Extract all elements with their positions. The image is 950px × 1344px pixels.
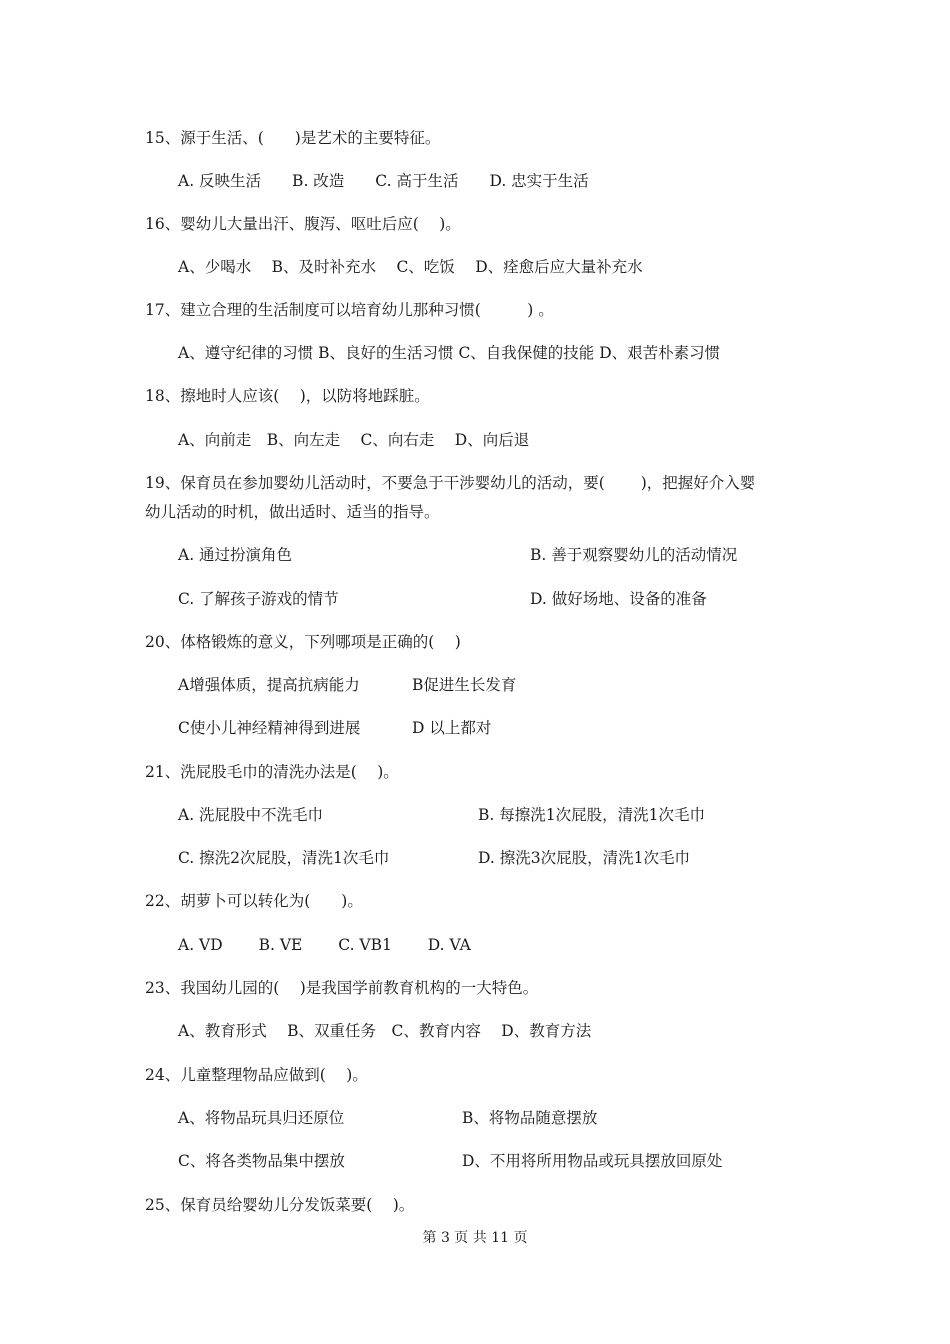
question-19-option-b: B. 善于观察婴幼儿的活动情况 xyxy=(530,546,738,564)
question-24-option-b: B、将物品随意摆放 xyxy=(462,1109,598,1127)
question-19-stem-line-1: 19、保育员在参加婴幼儿活动时，不要急于干涉婴幼儿的活动，要( )，把握好介入婴 xyxy=(145,474,756,492)
question-21-stem: 21、洗屁股毛巾的清洗办法是( )。 xyxy=(145,763,399,781)
question-19-option-d: D. 做好场地、设备的准备 xyxy=(530,590,707,608)
question-23-options: A、教育形式 B、双重任务 C、教育内容 D、教育方法 xyxy=(178,1022,592,1040)
question-24-stem: 24、儿童整理物品应做到( )。 xyxy=(145,1066,368,1084)
question-15-stem: 15、源于生活、( )是艺术的主要特征。 xyxy=(145,129,441,147)
question-21-option-c: C. 擦洗2次屁股，清洗1次毛巾 xyxy=(178,849,390,867)
question-19-stem-line-2: 幼儿活动的时机，做出适时、适当的指导。 xyxy=(145,503,440,521)
question-16-stem: 16、婴幼儿大量出汗、腹泻、呕吐后应( )。 xyxy=(145,215,461,233)
question-24-option-a: A、将物品玩具归还原位 xyxy=(178,1109,345,1127)
question-17-stem: 17、建立合理的生活制度可以培育幼儿那种习惯( ) 。 xyxy=(145,301,554,319)
question-24-option-d: D、不用将所用物品或玩具摆放回原处 xyxy=(462,1152,723,1170)
question-21-option-a: A. 洗屁股中不洗毛巾 xyxy=(178,806,324,824)
question-18-options: A、向前走 B、向左走 C、向右走 D、向后退 xyxy=(178,431,530,449)
question-18-stem: 18、擦地时人应该( )，以防将地踩脏。 xyxy=(145,387,430,405)
question-24-option-c: C、将各类物品集中摆放 xyxy=(178,1152,345,1170)
question-20-stem: 20、体格锻炼的意义，下列哪项是正确的( ) xyxy=(145,633,461,651)
question-21-option-d: D. 擦洗3次屁股，清洗1次毛巾 xyxy=(478,849,690,867)
question-22-options: A. VD B. VE C. VB1 D. VA xyxy=(178,936,471,954)
question-19-option-a: A. 通过扮演角色 xyxy=(178,546,293,564)
page-number-footer: 第 3 页 共 11 页 xyxy=(422,1230,528,1246)
question-25-stem: 25、保育员给婴幼儿分发饭菜要( )。 xyxy=(145,1196,415,1214)
question-20-option-d: D 以上都对 xyxy=(412,719,492,737)
question-21-option-b: B. 每擦洗1次屁股，清洗1次毛巾 xyxy=(478,806,705,824)
question-20-option-a: A增强体质，提高抗病能力 xyxy=(178,676,360,694)
question-22-stem: 22、胡萝卜可以转化为( )。 xyxy=(145,892,363,910)
question-15-options: A. 反映生活 B. 改造 C. 高于生活 D. 忠实于生活 xyxy=(178,172,589,190)
question-20-option-c: C使小儿神经精神得到进展 xyxy=(178,719,361,737)
question-20-option-b: B促进生长发育 xyxy=(412,676,517,694)
question-23-stem: 23、我国幼儿园的( )是我国学前教育机构的一大特色。 xyxy=(145,979,539,997)
question-17-options: A、遵守纪律的习惯 B、良好的生活习惯 C、自我保健的技能 D、艰苦朴素习惯 xyxy=(178,344,721,362)
question-16-options: A、少喝水 B、及时补充水 C、吃饭 D、痊愈后应大量补充水 xyxy=(178,258,643,276)
question-19-option-c: C. 了解孩子游戏的情节 xyxy=(178,590,339,608)
